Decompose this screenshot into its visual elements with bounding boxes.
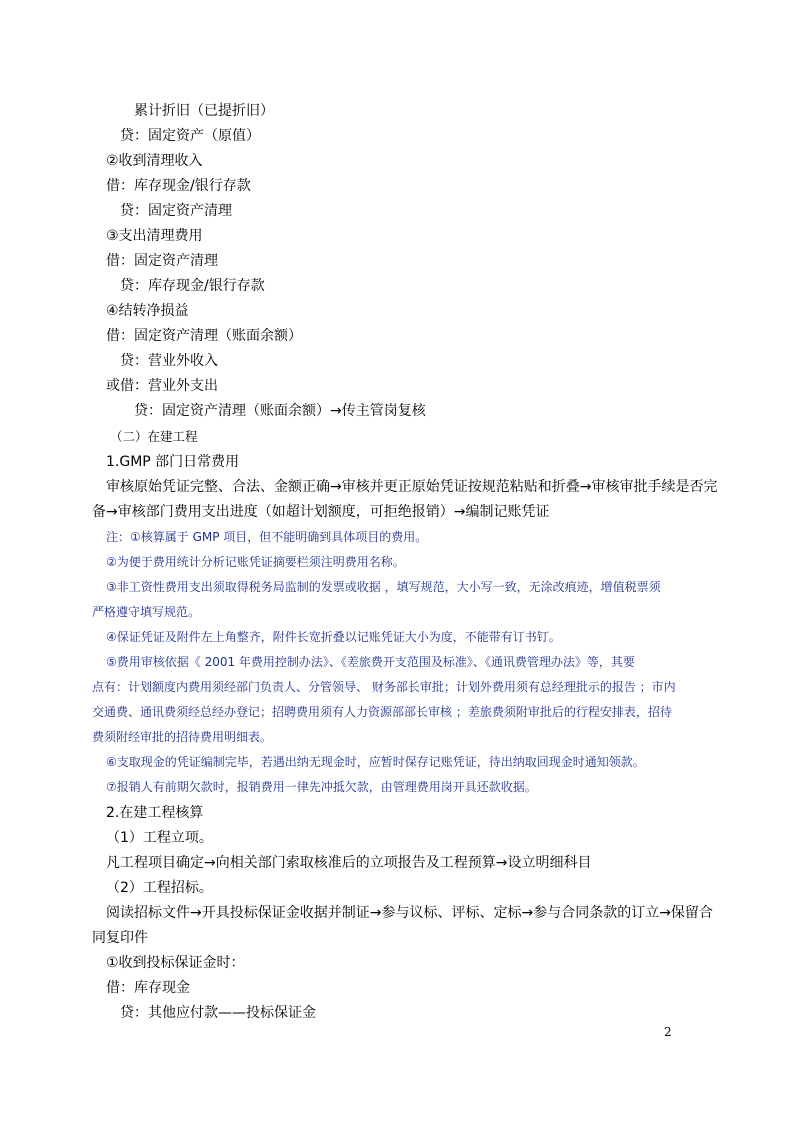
- text-line: 阅读招标文件→开具投标保证金收据并制证→参与议标、评标、定标→参与合同条款的订立→保留合: [106, 905, 713, 921]
- text-line: 贷：固定资产清理（账面余额）→传主管岗复核: [134, 403, 426, 419]
- text-line: （2）工程招标。: [106, 880, 213, 896]
- text-line: 或借：营业外支出: [106, 378, 218, 394]
- text-line: ①收到投标保证金时：: [106, 955, 245, 971]
- page-number: 2: [664, 1025, 672, 1039]
- text-line: 贷：固定资产清理: [120, 203, 232, 219]
- text-line: 审核原始凭证完整、合法、金额正确→审核并更正原始凭证按规范粘贴和折叠→审核审批手续是否完: [106, 479, 718, 495]
- note-line: 费须附经审批的招待费用明细表。: [92, 730, 273, 744]
- note-line: 交通费、通讯费须经总经办登记；招聘费用须有人力资源部部长审核 ；差旅费须附审批后的行程安排表，招待: [92, 705, 672, 719]
- note-line: ②为便于费用统计分析记账凭证摘要栏须注明费用名称。: [106, 555, 405, 569]
- text-line: 同复印件: [92, 930, 148, 946]
- text-line: 贷：库存现金/银行存款: [120, 278, 265, 294]
- text-line: 凡工程项目确定→向相关部门索取核准后的立项报告及工程预算→设立明细科目: [106, 855, 592, 871]
- text-line: 贷：其他应付款——投标保证金: [120, 1005, 316, 1021]
- note-line: ⑥支取现金的凭证编制完毕，若遇出纳无现金时，应暂时保存记账凭证，待出纳取回现金时通知领款。: [106, 755, 645, 769]
- section-heading: （二）在建工程: [110, 429, 198, 444]
- text-line: 借：固定资产清理: [106, 253, 218, 269]
- note-line: ⑤费用审核依据《 2001 年费用控制办法》、《差旅费开支范围及标准》、《通讯费管理办法》等，其要: [106, 655, 635, 669]
- note-line: 点有：计划额度内费用须经部门负责人、分管领导、 财务部长审批；计划外费用须有总经理批示的报告 ；市内: [92, 680, 676, 694]
- note-line: 注：①核算属于 GMP 项目，但不能明确到具体项目的费用。: [106, 530, 428, 544]
- text-line: 贷：营业外收入: [120, 353, 218, 369]
- subsection-heading: 1.GMP 部门日常费用: [106, 454, 240, 470]
- text-line: ②收到清理收入: [106, 153, 203, 169]
- text-line: 累计折旧（已提折旧）: [134, 103, 274, 119]
- note-line: ④保证凭证及附件左上角整齐，附件长宽折叠以记账凭证大小为度，不能带有订书钉。: [106, 630, 561, 644]
- text-line: ④结转净损益: [106, 303, 189, 319]
- text-line: 备→审核部门费用支出进度（如超计划额度，可拒绝报销）→编制记账凭证: [92, 504, 550, 520]
- text-line: ③支出清理费用: [106, 228, 203, 244]
- note-line: ⑦报销人有前期欠款时，报销费用一律先冲抵欠款，由管理费用岗开具还款收据。: [106, 780, 537, 794]
- text-line: 借：固定资产清理（账面余额）: [106, 328, 302, 344]
- text-line: 贷：固定资产（原值）: [120, 128, 260, 144]
- text-line: 借：库存现金/银行存款: [106, 178, 251, 194]
- text-line: 借：库存现金: [106, 980, 190, 996]
- note-line: 严格遵守填写规范。: [92, 605, 201, 619]
- subsection-heading: 2.在建工程核算: [106, 805, 204, 821]
- note-line: ③非工资性费用支出须取得税务局监制的发票或收据 ，填写规范，大小写一致，无涂改痕迹，增值税票须: [106, 580, 661, 594]
- text-line: （1）工程立项。: [106, 830, 213, 846]
